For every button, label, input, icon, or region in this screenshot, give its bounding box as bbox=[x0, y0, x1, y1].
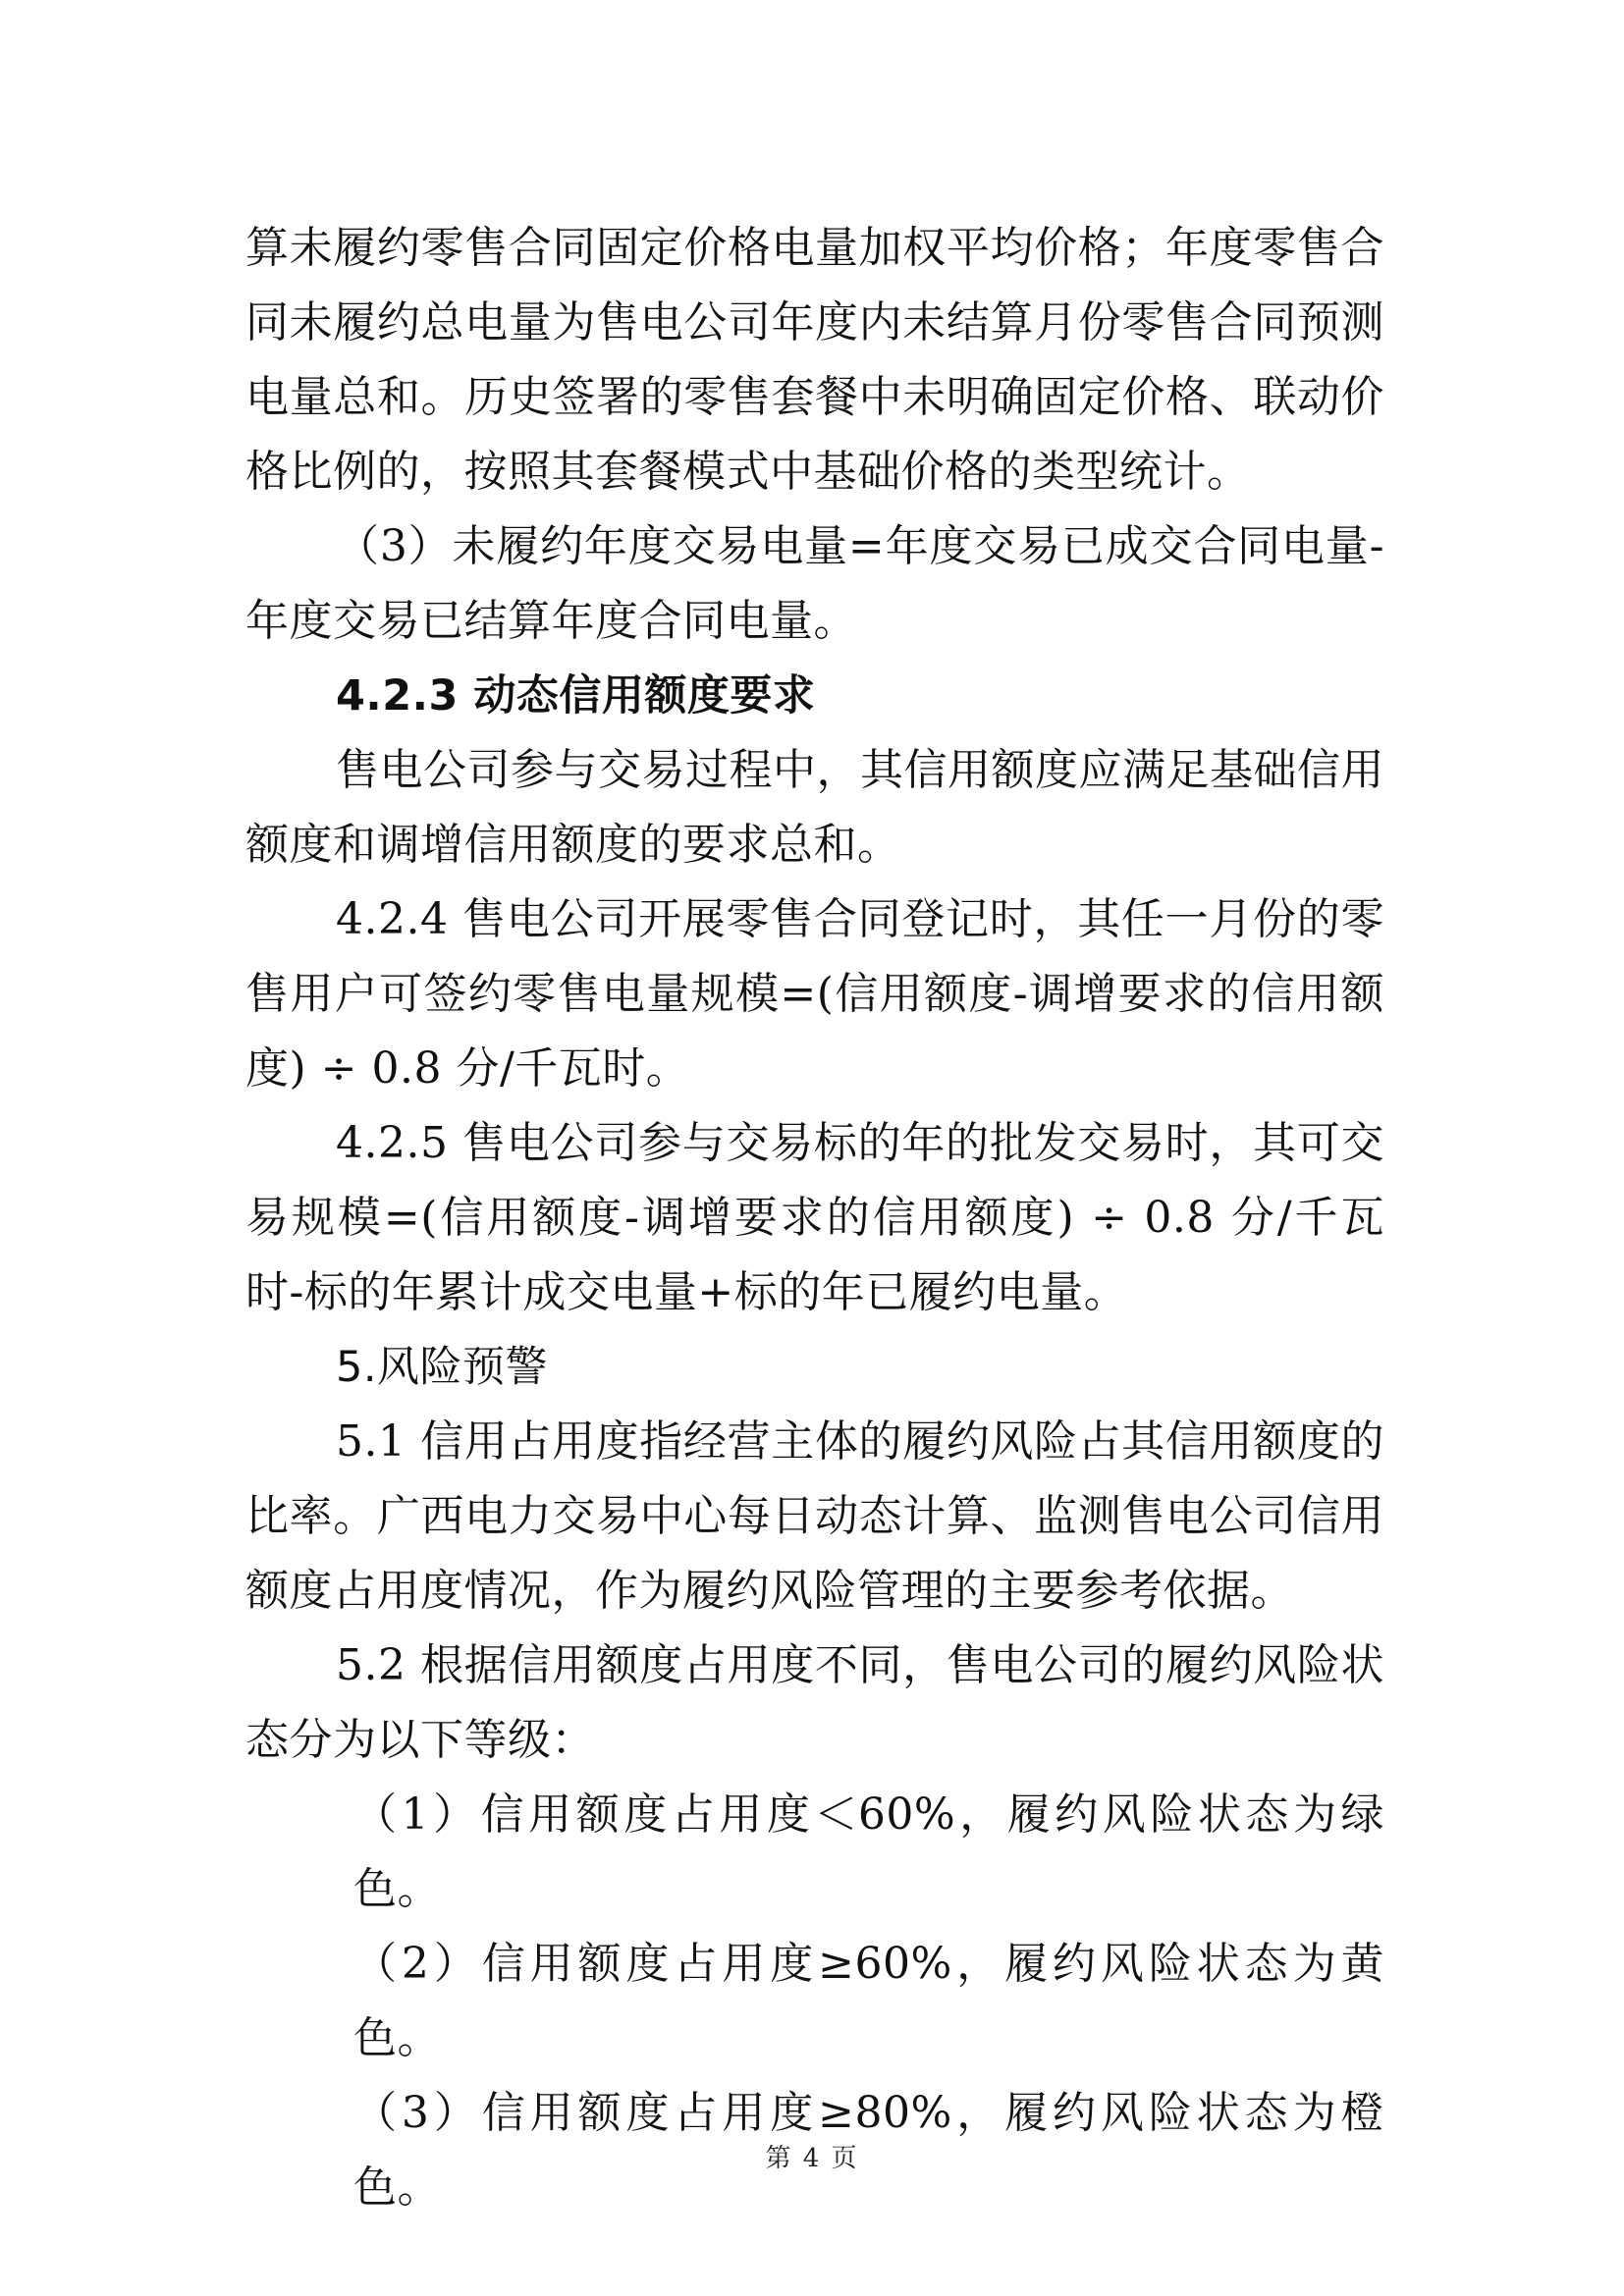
paragraph: 5.1 信用占用度指经营主体的履约风险占其信用额度的比率。广西电力交易中心每日动态计算、监测售电公司信用额度占用度情况，作为履约风险管理的主要参考依据。 bbox=[245, 1416, 1384, 1616]
section-heading-5: 5.风险预警 bbox=[336, 1343, 549, 1392]
page-body bbox=[245, 211, 1384, 2225]
paragraph: （3）未履约年度交易电量=年度交易已成交合同电量-年度交易已结算年度合同电量。 bbox=[245, 521, 1384, 646]
list-item: （2）信用额度占用度≥60%，履约风险状态为黄色。 bbox=[353, 1939, 1384, 2063]
paragraph: 算未履约零售合同固定价格电量加权平均价格；年度零售合同未履约总电量为售电公司年度内未结算月份零售合同预测电量总和。历史签署的零售套餐中未明确固定价格、联动价格比例的，按照其套餐模式中基础价格的类型统计。 bbox=[245, 223, 1384, 497]
list-item: （1）信用额度占用度＜60%，履约风险状态为绿色。 bbox=[353, 1789, 1384, 1914]
paragraph: 4.2.5 售电公司参与交易标的年的批发交易时，其可交易规模=(信用额度-调增要求的信用额度) ÷ 0.8 分/千瓦时-标的年累计成交电量+标的年已履约电量。 bbox=[245, 1118, 1384, 1317]
page-number: 第 4 页 bbox=[765, 2144, 859, 2173]
section-heading-4-2-3: 4.2.3 动态信用额度要求 bbox=[336, 671, 816, 721]
paragraph: 5.2 根据信用额度占用度不同，售电公司的履约风险状态分为以下等级： bbox=[245, 1640, 1384, 1765]
list-item: （3）信用额度占用度≥80%，履约风险状态为橙色。 bbox=[353, 2088, 1384, 2213]
paragraph: 售电公司参与交易过程中，其信用额度应满足基础信用额度和调增信用额度的要求总和。 bbox=[245, 745, 1384, 870]
paragraph: 4.2.4 售电公司开展零售合同登记时，其任一月份的零售用户可签约零售电量规模=(信用额度-调增要求的信用额度) ÷ 0.8 分/千瓦时。 bbox=[245, 894, 1384, 1094]
